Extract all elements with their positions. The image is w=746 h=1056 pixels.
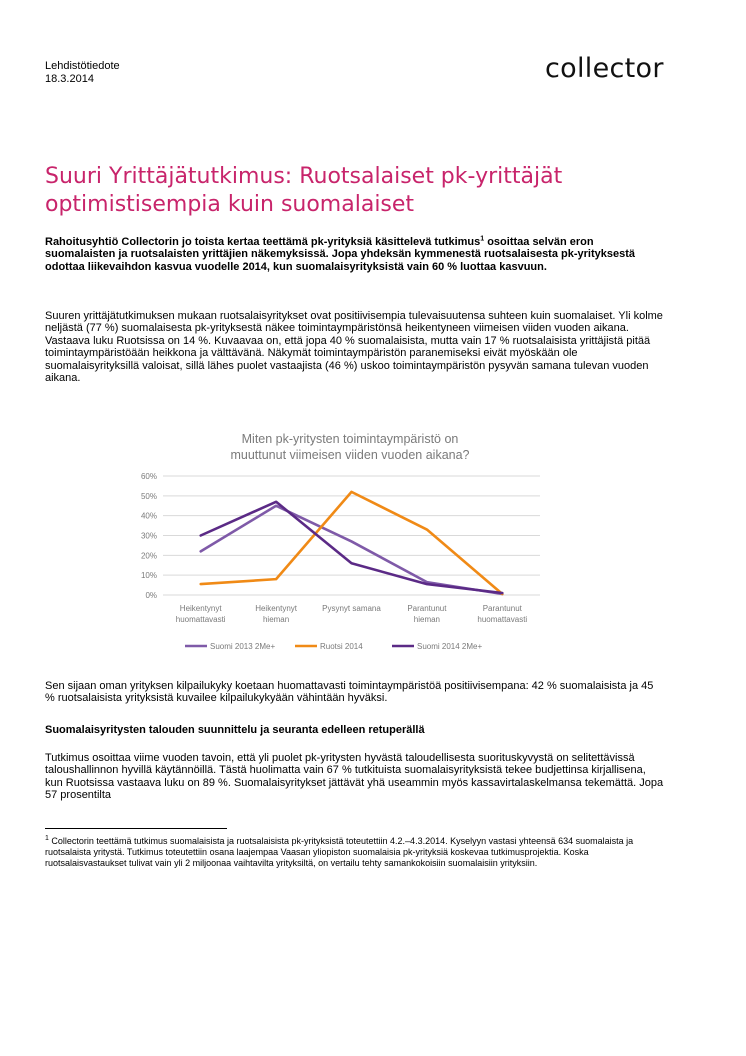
body-paragraph-3: Tutkimus osoittaa viime vuoden tavoin, että yli puolet pk-yritysten hyvästä taloudellisesta suorituskyvystä on selitettävissä taloushallinnon hyvillä käytännöillä. Tästä huolimatta vain 67 % tutkituista suomalaisyrityksistä tekee budjettinsa kirjallisena, kun Ruotsissa vastaava luku on 89 %. Suomalaisyritykset jättävät yhä useammin myös kassavirtalaskelmansa tekemättä. Jopa 57 prosentilta [45,752,664,802]
chart-x-axis [176,604,528,624]
legend-label: Suomi 2014 2Me+ [417,642,483,651]
legend-label: Suomi 2013 2Me+ [210,642,276,651]
y-tick-label: 40% [140,511,157,521]
chart-legend [185,642,482,651]
lead-paragraph [45,236,665,273]
lead-text-1: Rahoitusyhtiö Collectorin jo toista kertaa teettämä pk-yrityksiä käsittelevä tutkimus [45,236,481,248]
release-date: 18.3.2014 [45,72,94,85]
footnote-text: Collectorin teettämä tutkimus suomalaisista ja ruotsalaisista pk-yrityksistä toteutettiin 4.2.–4.3.2014. Kyselyyn vastasi yhteensä 634 suomalaista ja ruotsalaista yritystä. Tutkimus toteutettiin osana laajempaa Vaasan yliopiston suomalaisia pk-yrityksiä koskevaa tutkimusprojektia. Koska ruotsalaisvastaukset tulivat vain yli 2 miljoonaa vaihtavilta yrityksiltä, on vertailu tehty samankokoisiin suomalaisiin yrityksiin. [45,836,634,868]
title-line-1: Suuri Yrittäjätutkimus: Ruotsalaiset pk-yrittäjät [45,164,563,189]
x-tick-label: huomattavasti [175,615,226,624]
x-tick-label: hieman [262,615,290,624]
y-tick-label: 20% [140,551,157,561]
series-line [201,492,503,594]
page-title [45,163,645,219]
x-tick-label: Parantunut [482,604,522,613]
line-chart [130,425,570,660]
y-tick-label: 50% [140,491,157,501]
footnote [45,836,665,869]
x-tick-label: huomattavasti [477,615,528,624]
x-tick-label: Parantunut [407,604,447,613]
body-paragraph-2: Sen sijaan oman yrityksen kilpailukyky koetaan huomattavasti toimintaympäristöä positiivisempana: 42 % suomalaisista ja 45 % ruotsalaisista yrityksistä kuvailee kilpailukykyään vähintään hyväksi. [45,680,654,705]
section-subheading: Suomalaisyritysten talouden suunnittelu ja seuranta edelleen retuperällä [45,724,425,736]
x-tick-label: Heikentynyt [255,604,297,613]
legend-label: Ruotsi 2014 [320,642,363,651]
x-tick-label: Heikentynyt [179,604,222,613]
y-tick-label: 60% [140,472,157,481]
chart-y-axis [141,472,157,600]
y-tick-label: 0% [145,591,157,600]
press-release-header [45,60,120,85]
y-tick-label: 30% [140,531,157,541]
footnote-ref: 1 [480,235,485,243]
document-type-label: Lehdistötiedote [45,60,120,72]
chart-title-line-1: Miten pk-yritysten toimintaympäristö on [241,432,459,446]
footnote-divider [45,828,227,829]
body-paragraph-1: Suuren yrittäjätutkimuksen mukaan ruotsalaisyritykset ovat positiivisempia tulevaisuutensa suhteen kuin suomalaiset. Yli kolme neljästä (77 %) suomalaisesta pk-yrityksestä näkee toimintaympäristönsä heikentyneen viimeisen viiden vuoden aikana. Vastaava luku Ruotsissa on 14 %. Kuvaavaa on, että jopa 40 % suomalaisista, mutta vain 17 % ruotsalaisista yrittäjistä pitää toimintaympäristöään heikkona ja välttävänä. Näkymät toimintaympäristön paranemiseksi eivät myöskään ole suomalaisyrityksillä valoisat, sillä lähes puolet vastaajista (46 %) uskoo toimintaympäristön pysyvän samana tulevan vuoden aikana. [45,310,663,385]
chart-series [201,492,503,594]
footnote-number: 1 [45,835,49,842]
x-tick-label: Pysynyt samana [322,604,381,613]
chart-title-line-2: muuttunut viimeisen viiden vuoden aikana? [230,448,470,462]
lead-text-2: osoittaa selvän eron suomalaisten ja ruotsalaisten yrittäjien näkemyksissä. Jopa yhdeksän kymmenestä ruotsalaisesta pk-yrityksestä odottaa liikevaihdon kasvua vuodelle 2014, kun suomalaisyrityksistä vain 60 % luottaa kasvuun. [45,236,636,273]
title-line-2: optimistisempia kuin suomalaiset [45,192,415,217]
y-tick-label: 10% [140,571,157,581]
x-tick-label: hieman [413,615,441,624]
collector-logo: collector [545,53,664,84]
